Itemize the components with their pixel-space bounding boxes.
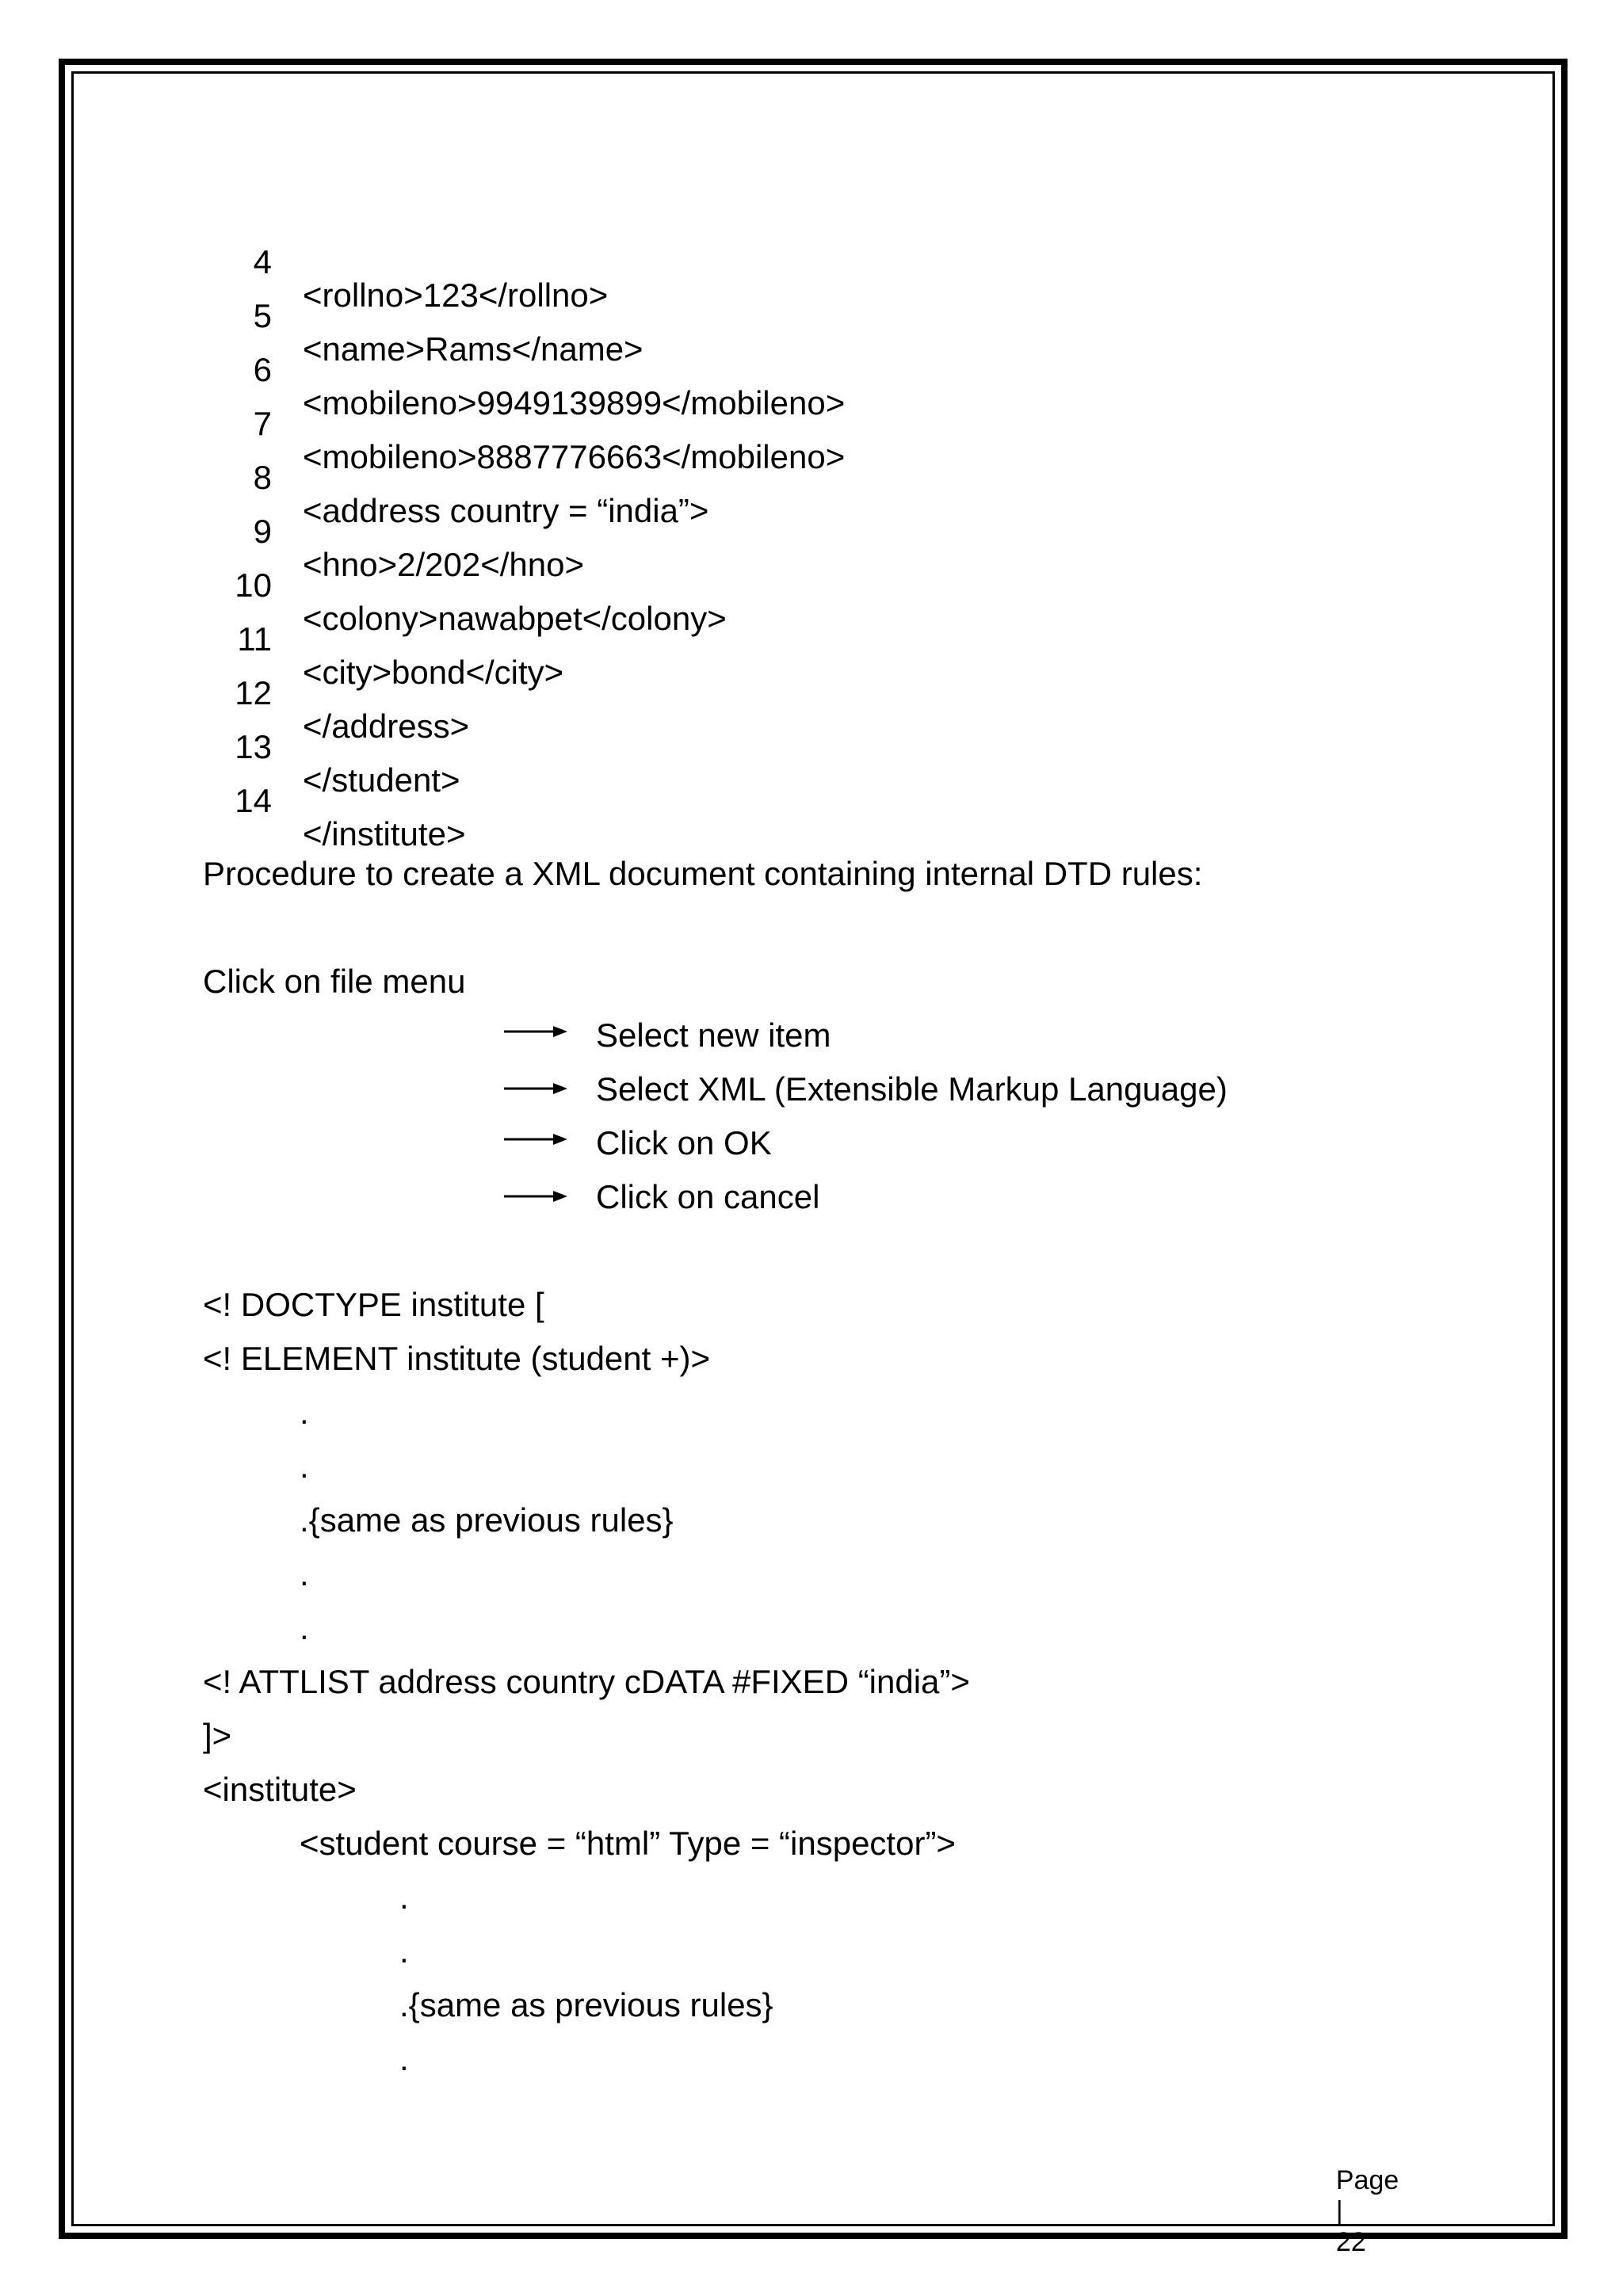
institute-open-line: <institute>: [203, 1771, 357, 1808]
line-number: 11: [237, 620, 272, 658]
dtd-ellipsis-dot: .: [300, 1609, 309, 1646]
dtd-attlist-line: <! ATTLIST address country cDATA #FIXED “india”>: [203, 1663, 970, 1700]
line-number: 14: [235, 782, 272, 819]
student-open-line: <student course = “html” Type = “inspector”>: [300, 1825, 956, 1862]
line-number: 4: [253, 243, 272, 280]
page-label: Page: [1335, 2165, 1400, 2195]
step-item: Select XML (Extensible Markup Language): [596, 1070, 1228, 1108]
line-text: <mobileno>8887776663</mobileno>: [303, 438, 846, 475]
page-separator: |: [1335, 2196, 1343, 2226]
line-number: 10: [235, 566, 272, 604]
right-arrow-icon: [504, 1131, 567, 1147]
line-text: </student>: [303, 761, 460, 799]
line-text: <name>Rams</name>: [303, 330, 643, 368]
line-text: <city>bond</city>: [303, 654, 564, 691]
line-number: 8: [253, 459, 272, 496]
page-footer: [1306, 2134, 1399, 2289]
line-text: </address>: [303, 707, 470, 745]
line-text: <hno>2/202</hno>: [303, 546, 585, 583]
dtd-same-rules-line: .{same as previous rules}: [300, 1501, 674, 1539]
line-text: <address country = “india”>: [303, 492, 709, 529]
line-number: 6: [253, 351, 272, 388]
step-item: Click on OK: [596, 1124, 772, 1161]
right-arrow-icon: [504, 1188, 567, 1204]
dtd-ellipsis-dot: .: [300, 1394, 309, 1431]
line-text: <rollno>123</rollno>: [303, 277, 609, 314]
dtd-ellipsis-dot: .: [399, 1878, 409, 1916]
step-item: Select new item: [596, 1016, 831, 1054]
line-number: 9: [253, 513, 272, 550]
line-text: <mobileno>9949139899</mobileno>: [303, 384, 846, 421]
dtd-doctype-line: <! DOCTYPE institute [: [203, 1286, 544, 1323]
page-number: 22: [1335, 2227, 1366, 2257]
dtd-ellipsis-dot: .: [300, 1447, 309, 1485]
dtd-same-rules-line: .{same as previous rules}: [399, 1986, 773, 2023]
right-arrow-icon: [504, 1081, 567, 1097]
line-text: </institute>: [303, 815, 466, 852]
right-arrow-icon: [504, 1024, 567, 1039]
step-item: Click on cancel: [596, 1178, 820, 1215]
dtd-element-line: <! ELEMENT institute (student +)>: [203, 1340, 711, 1377]
dtd-ellipsis-dot: .: [300, 1555, 309, 1592]
dtd-ellipsis-dot: .: [399, 1932, 409, 1970]
dtd-close-line: ]>: [203, 1717, 232, 1754]
line-number: 7: [253, 405, 272, 442]
procedure-heading: Procedure to create a XML document containing internal DTD rules:: [203, 855, 1203, 892]
line-number: 12: [235, 674, 272, 711]
line-number: 13: [235, 728, 272, 765]
click-file-menu-text: Click on file menu: [203, 963, 466, 1000]
dtd-ellipsis-dot: .: [399, 2040, 409, 2077]
line-text: <colony>nawabpet</colony>: [303, 600, 727, 637]
line-number: 5: [253, 297, 272, 334]
